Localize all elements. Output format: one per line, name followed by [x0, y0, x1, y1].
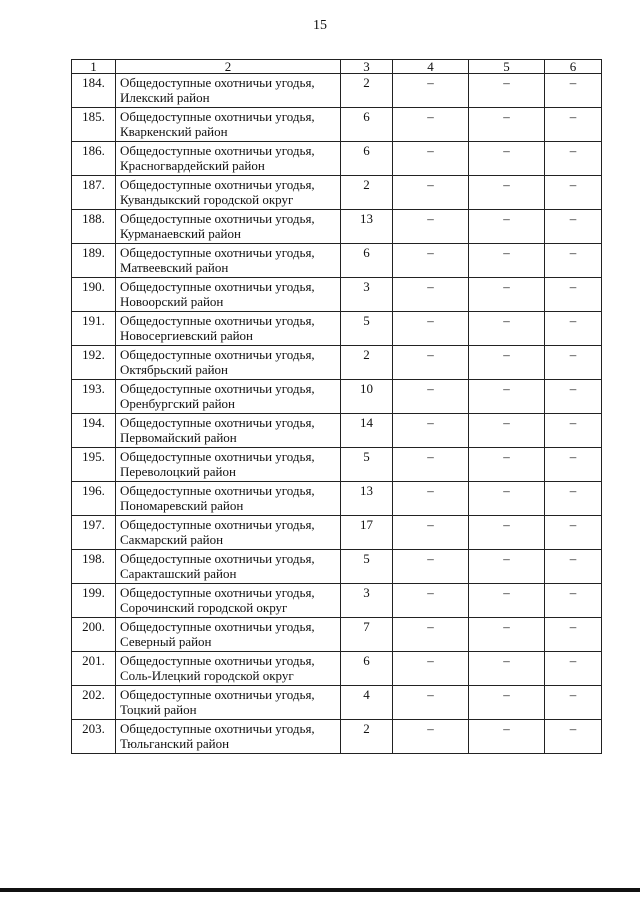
row-count: 3	[341, 584, 393, 618]
row-name: Общедоступные охотничьи угодья, Северный район	[116, 618, 341, 652]
row-number: 202.	[72, 686, 116, 720]
row-number: 197.	[72, 516, 116, 550]
row-number: 184.	[72, 74, 116, 108]
row-col4: –	[393, 414, 469, 448]
row-col4: –	[393, 448, 469, 482]
column-header-1: 1	[72, 60, 116, 74]
row-count: 2	[341, 720, 393, 754]
row-col6: –	[545, 108, 602, 142]
row-count: 14	[341, 414, 393, 448]
row-col5: –	[469, 108, 545, 142]
row-count: 2	[341, 346, 393, 380]
row-col5: –	[469, 380, 545, 414]
row-number: 199.	[72, 584, 116, 618]
hunting-grounds-table	[71, 59, 602, 754]
table-row	[72, 550, 602, 584]
table-header-row	[72, 60, 602, 74]
row-col4: –	[393, 346, 469, 380]
table-row	[72, 176, 602, 210]
row-col5: –	[469, 584, 545, 618]
row-col5: –	[469, 448, 545, 482]
row-col6: –	[545, 550, 602, 584]
row-col5: –	[469, 686, 545, 720]
row-number: 188.	[72, 210, 116, 244]
table-row	[72, 686, 602, 720]
row-number: 195.	[72, 448, 116, 482]
row-count: 5	[341, 448, 393, 482]
row-count: 5	[341, 550, 393, 584]
column-header-4: 4	[393, 60, 469, 74]
row-number: 187.	[72, 176, 116, 210]
table-row	[72, 652, 602, 686]
row-count: 2	[341, 176, 393, 210]
row-name: Общедоступные охотничьи угодья, Оренбургский район	[116, 380, 341, 414]
row-col5: –	[469, 720, 545, 754]
row-count: 5	[341, 312, 393, 346]
row-col6: –	[545, 720, 602, 754]
row-col6: –	[545, 618, 602, 652]
table-row	[72, 482, 602, 516]
row-col6: –	[545, 244, 602, 278]
table-row	[72, 278, 602, 312]
row-name: Общедоступные охотничьи угодья, Пономаревский район	[116, 482, 341, 516]
row-number: 203.	[72, 720, 116, 754]
row-number: 189.	[72, 244, 116, 278]
row-number: 191.	[72, 312, 116, 346]
row-number: 194.	[72, 414, 116, 448]
row-col4: –	[393, 516, 469, 550]
column-header-3: 3	[341, 60, 393, 74]
row-col5: –	[469, 516, 545, 550]
row-col4: –	[393, 618, 469, 652]
row-col5: –	[469, 312, 545, 346]
row-count: 10	[341, 380, 393, 414]
row-col5: –	[469, 618, 545, 652]
row-count: 6	[341, 108, 393, 142]
row-count: 17	[341, 516, 393, 550]
row-col5: –	[469, 244, 545, 278]
row-col4: –	[393, 278, 469, 312]
table-row	[72, 108, 602, 142]
row-col5: –	[469, 550, 545, 584]
row-col4: –	[393, 686, 469, 720]
column-header-5: 5	[469, 60, 545, 74]
row-col4: –	[393, 108, 469, 142]
table-row	[72, 414, 602, 448]
row-count: 7	[341, 618, 393, 652]
row-col4: –	[393, 312, 469, 346]
row-col6: –	[545, 686, 602, 720]
table-row	[72, 516, 602, 550]
row-number: 198.	[72, 550, 116, 584]
row-count: 4	[341, 686, 393, 720]
row-name: Общедоступные охотничьи угодья, Сакмарский район	[116, 516, 341, 550]
column-header-2: 2	[116, 60, 341, 74]
row-col4: –	[393, 244, 469, 278]
row-count: 6	[341, 244, 393, 278]
row-col6: –	[545, 74, 602, 108]
row-col4: –	[393, 482, 469, 516]
table-row	[72, 448, 602, 482]
row-name: Общедоступные охотничьи угодья, Новосергиевский район	[116, 312, 341, 346]
table-row	[72, 74, 602, 108]
row-col6: –	[545, 652, 602, 686]
table-row	[72, 618, 602, 652]
row-col6: –	[545, 414, 602, 448]
table-row	[72, 210, 602, 244]
row-col5: –	[469, 176, 545, 210]
row-col4: –	[393, 176, 469, 210]
row-name: Общедоступные охотничьи угодья, Сорочинский городской округ	[116, 584, 341, 618]
table-row	[72, 380, 602, 414]
bottom-rule	[0, 888, 640, 892]
table-row	[72, 244, 602, 278]
row-col6: –	[545, 176, 602, 210]
row-name: Общедоступные охотничьи угодья, Матвеевский район	[116, 244, 341, 278]
row-number: 186.	[72, 142, 116, 176]
row-col6: –	[545, 482, 602, 516]
row-col4: –	[393, 584, 469, 618]
row-name: Общедоступные охотничьи угодья, Кваркенский район	[116, 108, 341, 142]
row-name: Общедоступные охотничьи угодья, Курманаевский район	[116, 210, 341, 244]
row-number: 196.	[72, 482, 116, 516]
row-col6: –	[545, 448, 602, 482]
row-count: 3	[341, 278, 393, 312]
row-number: 193.	[72, 380, 116, 414]
row-col5: –	[469, 74, 545, 108]
row-col5: –	[469, 210, 545, 244]
row-col6: –	[545, 380, 602, 414]
row-name: Общедоступные охотничьи угодья, Илекский район	[116, 74, 341, 108]
row-name: Общедоступные охотничьи угодья, Красногвардейский район	[116, 142, 341, 176]
column-header-6: 6	[545, 60, 602, 74]
row-count: 6	[341, 652, 393, 686]
row-number: 190.	[72, 278, 116, 312]
row-name: Общедоступные охотничьи угодья, Саракташский район	[116, 550, 341, 584]
row-col6: –	[545, 346, 602, 380]
table-row	[72, 142, 602, 176]
row-col6: –	[545, 142, 602, 176]
row-col5: –	[469, 652, 545, 686]
row-name: Общедоступные охотничьи угодья, Переволоцкий район	[116, 448, 341, 482]
row-name: Общедоступные охотничьи угодья, Кувандыкский городской округ	[116, 176, 341, 210]
row-col4: –	[393, 550, 469, 584]
row-number: 192.	[72, 346, 116, 380]
table-body	[72, 74, 602, 754]
row-col5: –	[469, 414, 545, 448]
row-name: Общедоступные охотничьи угодья, Новоорский район	[116, 278, 341, 312]
table-row	[72, 312, 602, 346]
row-col6: –	[545, 516, 602, 550]
row-col5: –	[469, 482, 545, 516]
row-col4: –	[393, 380, 469, 414]
row-col4: –	[393, 142, 469, 176]
row-number: 200.	[72, 618, 116, 652]
row-number: 185.	[72, 108, 116, 142]
row-name: Общедоступные охотничьи угодья, Соль-Илецкий городской округ	[116, 652, 341, 686]
row-col5: –	[469, 278, 545, 312]
page-number: 15	[313, 18, 327, 33]
row-col5: –	[469, 346, 545, 380]
row-col4: –	[393, 652, 469, 686]
row-count: 6	[341, 142, 393, 176]
row-col6: –	[545, 312, 602, 346]
row-name: Общедоступные охотничьи угодья, Тюльганский район	[116, 720, 341, 754]
row-col5: –	[469, 142, 545, 176]
row-count: 13	[341, 482, 393, 516]
row-col6: –	[545, 210, 602, 244]
row-name: Общедоступные охотничьи угодья, Октябрьский район	[116, 346, 341, 380]
row-name: Общедоступные охотничьи угодья, Тоцкий район	[116, 686, 341, 720]
row-count: 13	[341, 210, 393, 244]
row-col4: –	[393, 720, 469, 754]
row-number: 201.	[72, 652, 116, 686]
row-count: 2	[341, 74, 393, 108]
row-col4: –	[393, 74, 469, 108]
table-row	[72, 720, 602, 754]
table-row	[72, 346, 602, 380]
table-row	[72, 584, 602, 618]
row-col4: –	[393, 210, 469, 244]
row-name: Общедоступные охотничьи угодья, Первомайский район	[116, 414, 341, 448]
row-col6: –	[545, 584, 602, 618]
row-col6: –	[545, 278, 602, 312]
